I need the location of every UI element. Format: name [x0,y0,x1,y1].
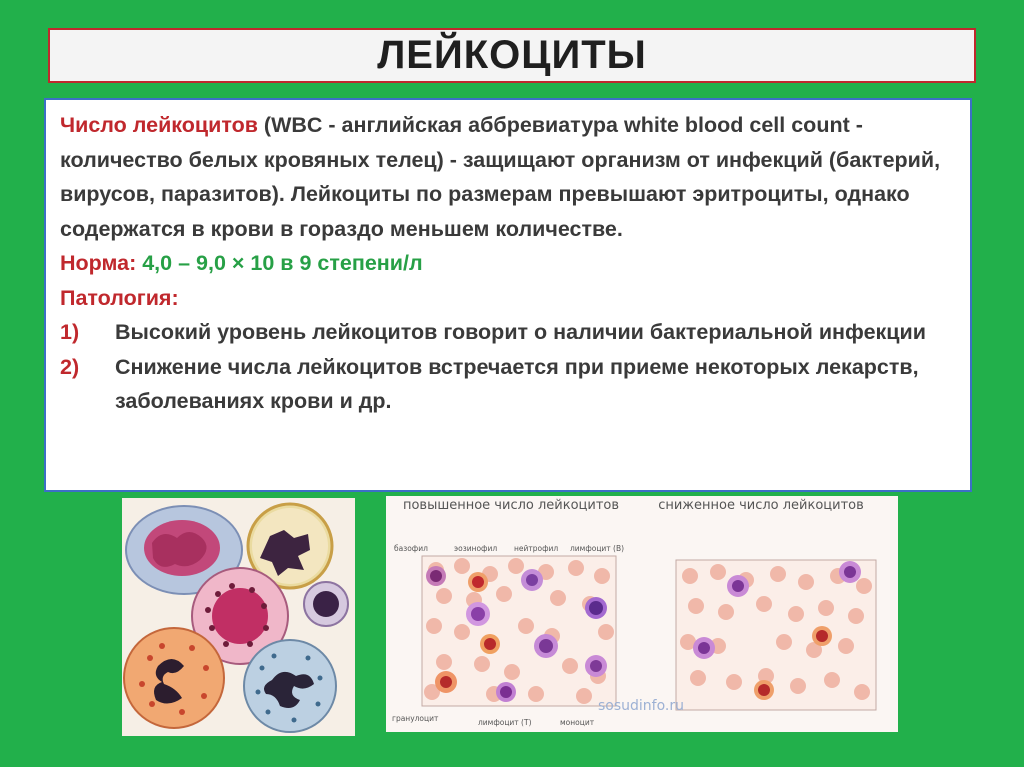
page-title: ЛЕЙКОЦИТЫ [377,33,647,77]
pathology-item [60,350,954,419]
pathology-item [60,315,954,350]
pathology-label: Патология: [60,285,179,310]
label-eosinophil: эозинофил [454,544,498,553]
label-lymphocyte-t: лимфоцит (Т) [478,718,532,727]
label-lymphocyte-b: лимфоцит (В) [570,544,625,553]
leukocyte-illustration [122,498,355,736]
label-basophil: базофил [394,544,428,553]
label-neutrophil: нейтрофил [514,544,559,553]
intro-text: (WBC - английская аббревиатура white blood cell count - количество белых кровяных телец) - защищают организм от инфекций (бактерий, вирусов, паразитов). Лейкоциты по размерам превышают эритроциты, однако содержатся в крови в гораздо меньшем количестве. [60,113,941,241]
right-panel-title: сниженное число лейкоцитов [658,498,864,513]
text-box [44,98,972,492]
label-granulocyte: гранулоцит [392,714,439,723]
blood-smear-figure [386,496,898,732]
pathology-item-text: Высокий уровень лейкоцитов говорит о наличии бактериальной инфекции [115,320,926,344]
label-monocyte: моноцит [560,718,595,727]
norm-line [60,246,954,281]
pathology-item-number: 1) [60,320,80,344]
norm-label: Норма: [60,251,137,275]
title-bar [48,28,976,83]
pathology-item-text: Снижение числа лейкоцитов встречается при приеме некоторых лекарств, заболеваниях крови и др. [115,354,919,413]
left-panel-title: повышенное число лейкоцитов [402,498,620,513]
intro-paragraph [60,108,954,246]
watermark-text: sosudinfo.ru [598,698,685,714]
norm-value: 4,0 – 9,0 × 10 в 9 степени/л [136,251,423,275]
intro-term: Число лейкоцитов [60,113,258,137]
pathology-item-number: 2) [60,354,80,379]
